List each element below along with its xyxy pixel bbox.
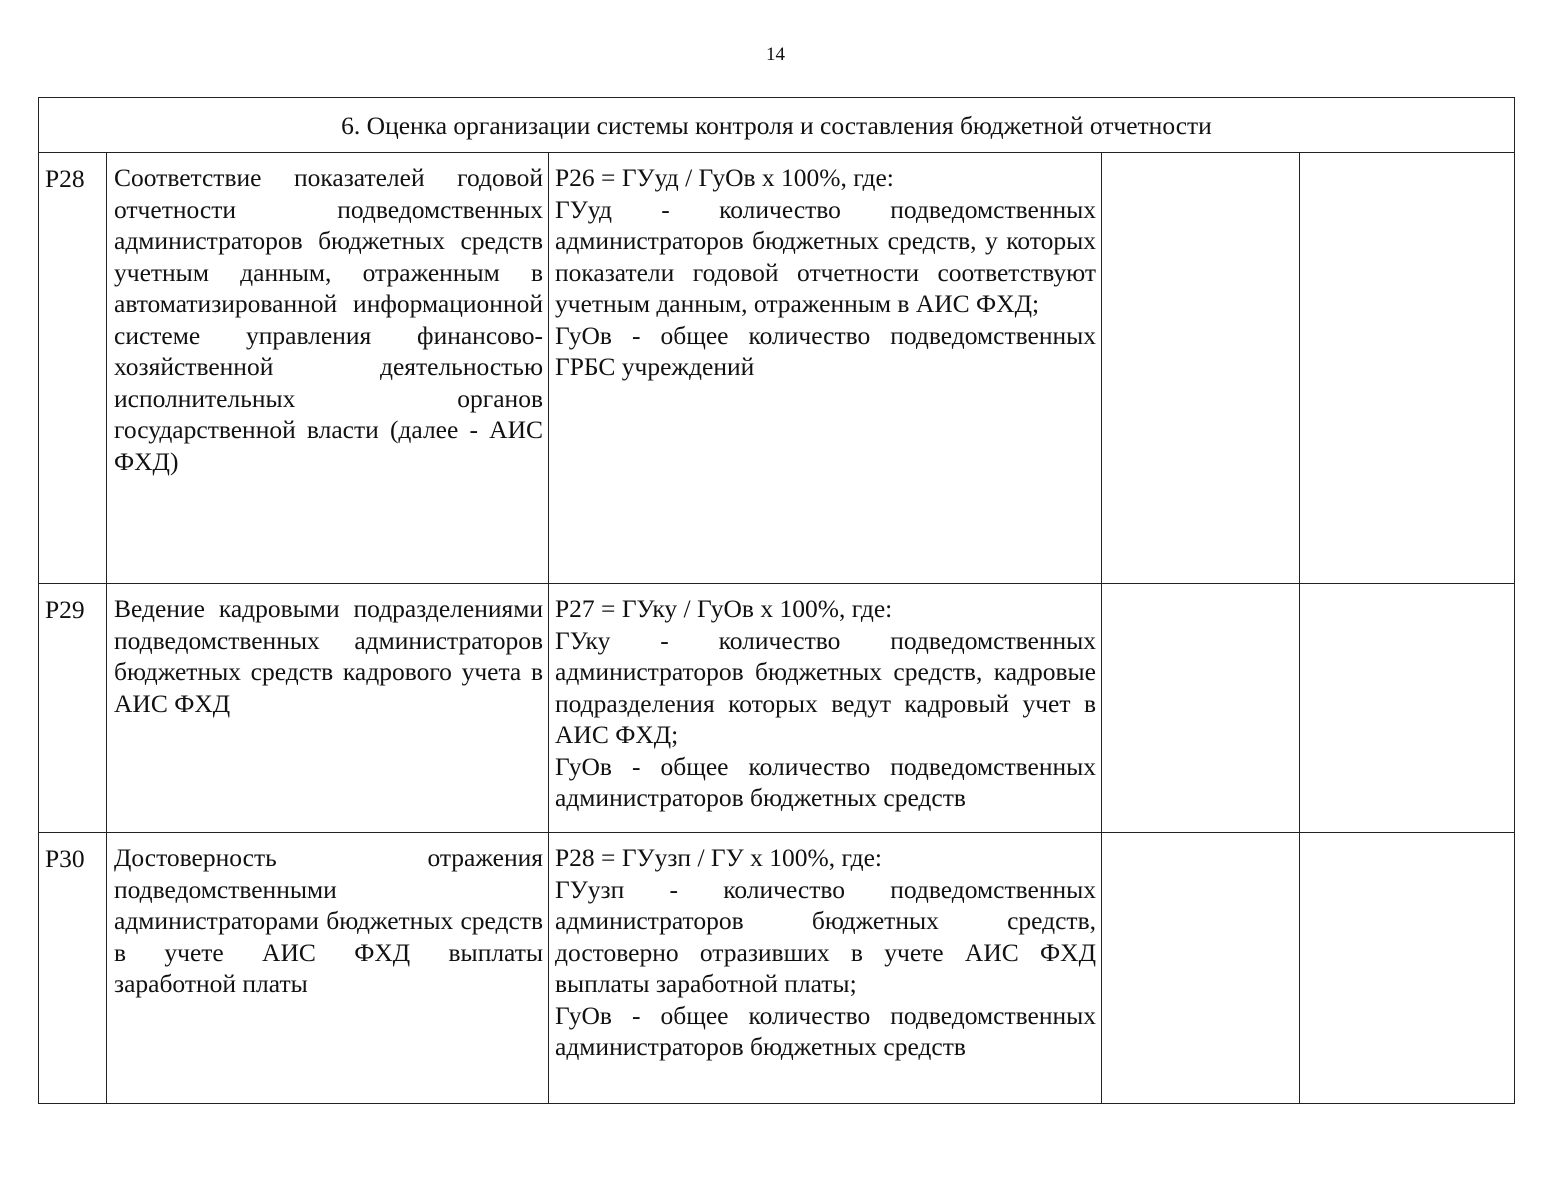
empty-cell: [1300, 833, 1515, 1104]
row-formula-cell: [549, 153, 1102, 584]
empty-cell: [1102, 833, 1300, 1104]
formula-term: ГуОв - общее количество подведомственных администраторов бюджетных средств: [555, 1000, 1096, 1061]
formula-expression: Р27 = ГУку / ГуОв х 100%, где:: [555, 594, 893, 623]
empty-cell: [1300, 584, 1515, 833]
row-code: Р30: [39, 833, 107, 1104]
row-formula-cell: [549, 584, 1102, 833]
section-header-row: [39, 98, 1515, 153]
criteria-table: [38, 97, 1515, 1104]
table-row: [39, 833, 1515, 1104]
formula-term: ГУку - количество подведомственных администраторов бюджетных средств, кадровые подразделения которых ведут кадровый учет в АИС ФХД;: [555, 625, 1096, 749]
row-description: Достоверность отражения подведомственными администраторами бюджетных средств в учете АИС ФХД выплаты заработной платы: [107, 833, 549, 1104]
formula-expression: Р28 = ГУузп / ГУ х 100%, где:: [555, 843, 883, 872]
formula-term: ГУуд - количество подведомственных администраторов бюджетных средств, у которых показатели годовой отчетности соответствуют учетным данным, отраженным в АИС ФХД;: [555, 194, 1096, 318]
row-description: Ведение кадровыми подразделениями подведомственных администраторов бюджетных средств кадрового учета в АИС ФХД: [107, 584, 549, 833]
formula-term: ГуОв - общее количество подведомственных администраторов бюджетных средств: [555, 751, 1096, 812]
empty-cell: [1102, 584, 1300, 833]
formula-term: ГуОв - общее количество подведомственных ГРБС учреждений: [555, 320, 1096, 381]
formula-expression: Р26 = ГУуд / ГуОв х 100%, где:: [555, 163, 894, 192]
empty-cell: [1102, 153, 1300, 584]
table-row: [39, 153, 1515, 584]
table-row: [39, 584, 1515, 833]
row-description: Соответствие показателей годовой отчетности подведомственных администраторов бюджетных средств учетным данным, отраженным в автоматизированной информационной системе управления финансово-хозяйственной деятельностью исполнительных органов государственной власти (далее - АИС ФХД): [107, 153, 549, 584]
section-title: 6. Оценка организации системы контроля и составления бюджетной отчетности: [39, 98, 1515, 153]
row-code: Р29: [39, 584, 107, 833]
row-formula-cell: [549, 833, 1102, 1104]
row-code: Р28: [39, 153, 107, 584]
empty-cell: [1300, 153, 1515, 584]
page-number: 14: [766, 44, 785, 65]
formula-term: ГУузп - количество подведомственных администраторов бюджетных средств, достоверно отразивших в учете АИС ФХД выплаты заработной платы;: [555, 874, 1096, 998]
